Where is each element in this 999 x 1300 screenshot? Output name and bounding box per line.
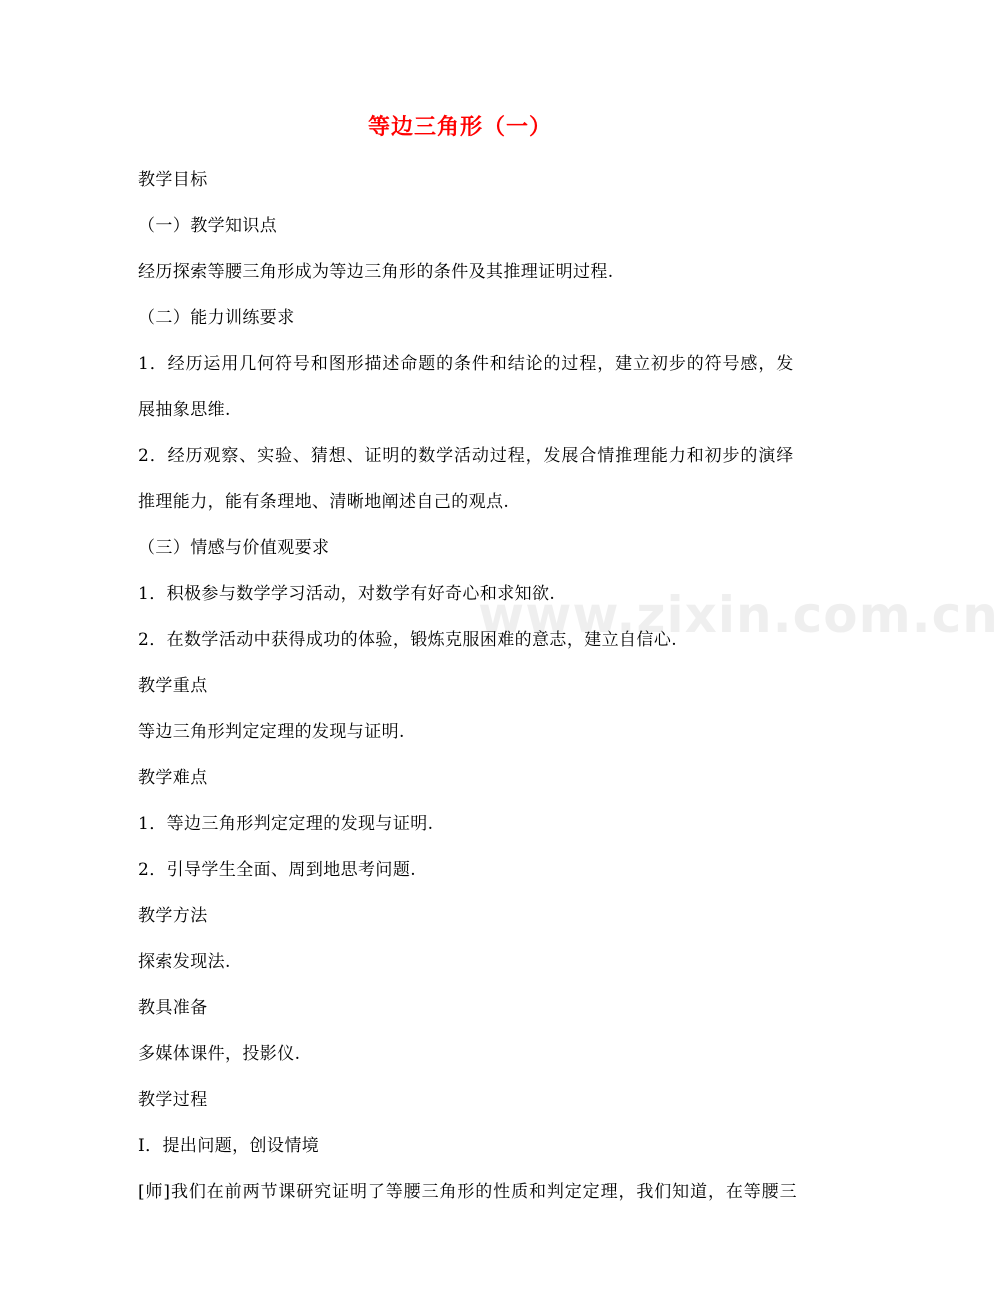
paragraph-line: 1．经历运用几何符号和图形描述命题的条件和结论的过程，建立初步的符号感，发 [138, 354, 795, 374]
heading-difficulties: 教学难点 [138, 768, 208, 788]
paragraph-line: 2．在数学活动中获得成功的体验，锻炼克服困难的意志，建立自信心. [138, 630, 678, 650]
paragraph-line: 1．积极参与数学学习活动，对数学有好奇心和求知欲. [138, 584, 556, 604]
heading-teaching-goals: 教学目标 [138, 170, 208, 190]
heading-materials: 教具准备 [138, 998, 208, 1018]
subheading-emotion: （三）情感与价值观要求 [138, 538, 330, 558]
paragraph-line: 2．引导学生全面、周到地思考问题. [138, 860, 417, 880]
paragraph-line: 展抽象思维. [138, 400, 231, 420]
section-heading: Ⅰ．提出问题，创设情境 [138, 1136, 320, 1156]
paragraph-line: 探索发现法. [138, 952, 231, 972]
heading-process: 教学过程 [138, 1090, 208, 1110]
paragraph-line: 经历探索等腰三角形成为等边三角形的条件及其推理证明过程. [138, 262, 614, 282]
subheading-knowledge: （一）教学知识点 [138, 216, 278, 236]
paragraph-line: 等边三角形判定定理的发现与证明. [138, 722, 405, 742]
paragraph-line: 多媒体课件，投影仪. [138, 1044, 301, 1064]
subheading-ability: （二）能力训练要求 [138, 308, 295, 328]
paragraph-line: 1．等边三角形判定定理的发现与证明. [138, 814, 434, 834]
paragraph-line: [师]我们在前两节课研究证明了等腰三角形的性质和判定定理，我们知道，在等腰三 [138, 1182, 798, 1202]
paragraph-line: 推理能力，能有条理地、清晰地阐述自己的观点. [138, 492, 510, 512]
heading-method: 教学方法 [138, 906, 208, 926]
paragraph-line: 2．经历观察、实验、猜想、证明的数学活动过程，发展合情推理能力和初步的演绎 [138, 446, 795, 466]
heading-key-points: 教学重点 [138, 676, 208, 696]
document-title: 等边三角形（一） [367, 115, 552, 140]
watermark: www.zixin.com.cn [478, 586, 999, 644]
